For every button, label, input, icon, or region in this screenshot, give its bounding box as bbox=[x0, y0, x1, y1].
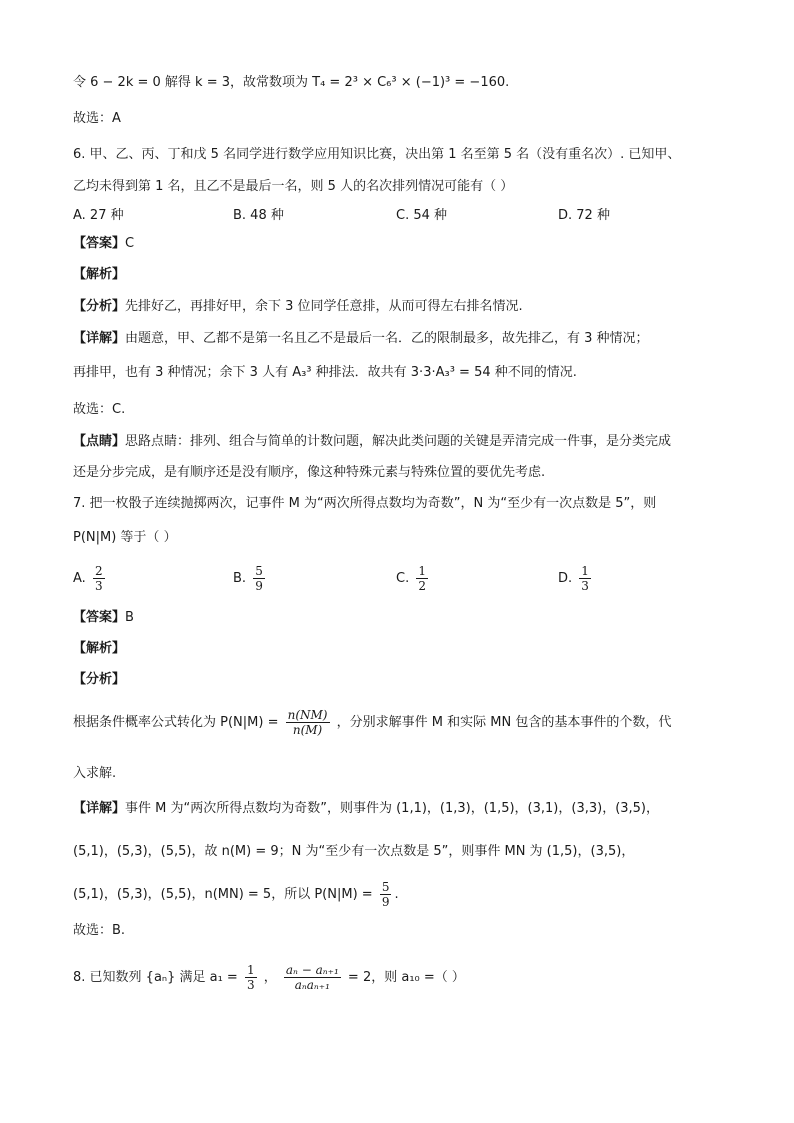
q7-fenxi-line bbox=[73, 708, 671, 737]
q7-option-c bbox=[396, 564, 431, 593]
answer-tag: 【答案】 bbox=[73, 236, 126, 251]
q7-choice-line: 故选：B. bbox=[73, 923, 126, 938]
q8-stem-mid: ， bbox=[263, 970, 277, 985]
q7-option-d bbox=[558, 564, 594, 593]
recurrence-fraction: $\frac{\text{aₙ − aₙ₊₁}}{\text{aₙaₙ₊₁}}$ bbox=[285, 963, 339, 992]
answer-value: C bbox=[125, 236, 135, 251]
q7-stem-line-1: 7. 把一枚骰子连续抛掷两次，记事件 M 为“两次所得点数均为奇数”，N 为“至少有一次点数是 5”，则 bbox=[73, 496, 657, 511]
dianjing-tag: 【点睛】 bbox=[73, 434, 126, 449]
result-fraction: $\frac{5}{9}$ bbox=[381, 880, 390, 909]
option-fraction: $\frac{1}{2}$ bbox=[418, 564, 426, 593]
dianjing-text: 思路点睛：排列、组合与简单的计数问题，解决此类问题的关键是弄清完成一件事，是分类完成 bbox=[125, 434, 672, 449]
q6-option-c: C. 54 种 bbox=[396, 208, 448, 223]
q6-option-b: B. 48 种 bbox=[233, 208, 284, 223]
xiangjie-tag: 【详解】 bbox=[73, 331, 126, 346]
xiangjie-text: 事件 M 为“两次所得点数均为奇数”，则事件为 (1,1)，(1,3)，(1,5)，(3,1)，(3,3)，(3,5)， bbox=[125, 801, 660, 816]
analysis-tag: 【解析】 bbox=[73, 641, 126, 656]
q8-stem-pre: 8. 已知数列 {aₙ} 满足 a₁ = bbox=[73, 970, 238, 985]
q5-answer-line: 故选：A bbox=[73, 111, 121, 126]
q5-conclusion-line: 令 6 − 2k = 0 解得 k = 3，故常数项为 T₄ = 2³ × C₆³ × (−1)³ = −160. bbox=[73, 75, 510, 90]
q7-option-a bbox=[73, 564, 108, 593]
answer-tag: 【答案】 bbox=[73, 610, 126, 625]
option-label: A. bbox=[73, 571, 86, 586]
option-fraction: $\frac{1}{3}$ bbox=[581, 564, 589, 593]
q6-dianjing-line-1 bbox=[73, 433, 671, 451]
xiangjie-text-pre: (5,1)，(5,3)，(5,5)，n(MN) = 5，所以 P(N|M) = bbox=[73, 887, 373, 902]
answer-value: B bbox=[125, 610, 134, 625]
q6-option-a: A. 27 种 bbox=[73, 208, 124, 223]
q8-stem-post: = 2，则 a₁₀ =（ ） bbox=[347, 970, 465, 985]
q7-xiangjie-line-1 bbox=[73, 800, 659, 818]
q6-xiangjie-line-2: 再排甲，也有 3 种情况；余下 3 人有 A₃³ 种排法．故共有 3·3·A₃³ = 54 种不同的情况. bbox=[73, 365, 577, 380]
analysis-tag: 【解析】 bbox=[73, 267, 126, 282]
fenxi-text-pre: 根据条件概率公式转化为 P(N|M) = bbox=[73, 715, 279, 730]
option-fraction: $\frac{2}{3}$ bbox=[94, 564, 103, 593]
q6-xiangjie-line-1 bbox=[73, 330, 649, 348]
xiangjie-tag: 【详解】 bbox=[73, 801, 126, 816]
q6-dianjing-line-2: 还是分步完成，是有顺序还是没有顺序，像这种特殊元素与特殊位置的要优先考虑. bbox=[73, 465, 546, 480]
fenxi-text-post: ，分别求解事件 M 和实际 MN 包含的基本事件的个数，代 bbox=[336, 715, 672, 730]
option-label: B. bbox=[233, 571, 247, 586]
q7-stem-line-2: P(N|M) 等于（ ） bbox=[73, 530, 177, 545]
q6-answer-line bbox=[73, 235, 134, 253]
q8-stem-line bbox=[73, 963, 465, 992]
q7-xiangjie-line-3: (5,1)，(5,3)，(5,5)，n(MN) = 5，所以 P(N|M) = $\frac{5}{9}$ . bbox=[73, 880, 399, 909]
fenxi-tag: 【分析】 bbox=[73, 299, 126, 314]
q7-analysis-tag bbox=[73, 640, 125, 658]
q6-stem-line-1: 6. 甲、乙、丙、丁和戊 5 名同学进行数学应用知识比赛，决出第 1 名至第 5 名（没有重名次）. 已知甲、 bbox=[73, 147, 681, 162]
option-label: D. bbox=[558, 571, 573, 586]
a1-fraction: $\frac{1}{3}$ bbox=[246, 963, 255, 992]
q6-stem-line-2: 乙均未得到第 1 名，且乙不是最后一名，则 5 人的名次排列情况可能有（ ） bbox=[73, 179, 514, 194]
option-fraction: $\frac{5}{9}$ bbox=[255, 564, 263, 593]
q6-choice-line: 故选：C. bbox=[73, 402, 126, 417]
fenxi-text: 先排好乙，再排好甲，余下 3 位同学任意排，从而可得左右排名情况. bbox=[125, 299, 523, 314]
q7-option-b bbox=[233, 564, 268, 593]
q6-fenxi-line bbox=[73, 298, 523, 316]
q7-answer-line bbox=[73, 609, 134, 627]
fenxi-tag: 【分析】 bbox=[73, 672, 126, 687]
option-label: C. bbox=[396, 571, 410, 586]
conditional-probability-fraction: $\frac{n(NM)}{n(M)}$ bbox=[287, 708, 328, 737]
q6-option-d: D. 72 种 bbox=[558, 208, 610, 223]
q6-analysis-tag bbox=[73, 266, 125, 284]
q7-fenxi-line-2: 入求解. bbox=[73, 766, 117, 781]
xiangjie-text: 由题意，甲、乙都不是第一名且乙不是最后一名．乙的限制最多，故先排乙，有 3 种情况； bbox=[125, 331, 649, 346]
q7-xiangjie-line-2: (5,1)，(5,3)，(5,5)，故 n(M) = 9；N 为“至少有一次点数是 5”，则事件 MN 为 (1,5)，(3,5)， bbox=[73, 844, 635, 859]
q7-fenxi-tag bbox=[73, 671, 125, 689]
